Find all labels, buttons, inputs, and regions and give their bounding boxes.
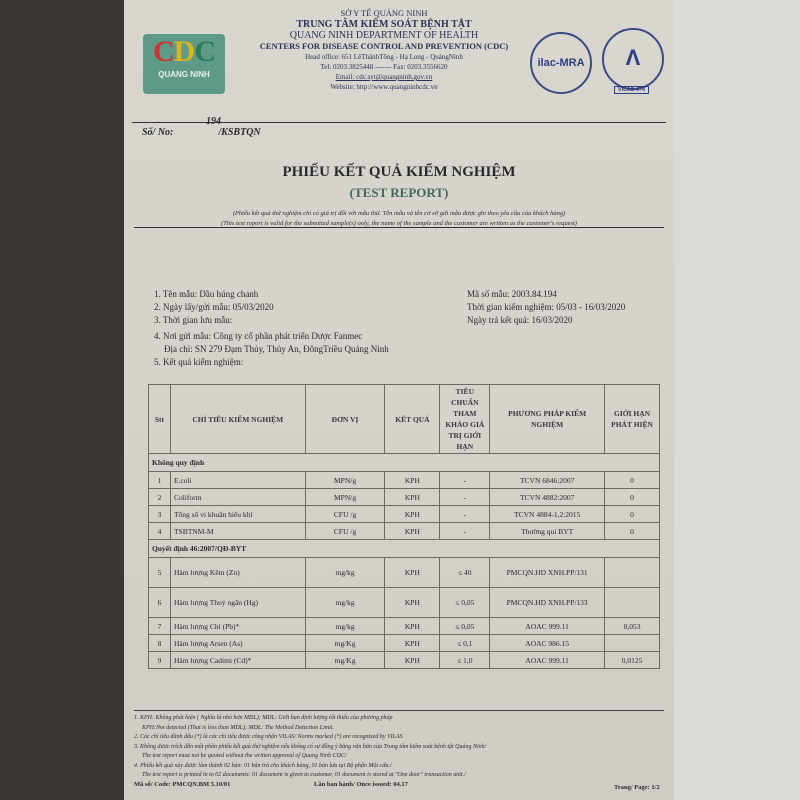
table-cell: Hàm lượng Thuỷ ngân (Hg) bbox=[170, 588, 305, 618]
section-title: Không quy định bbox=[149, 454, 660, 472]
footnote: 2. Các chỉ tiêu đánh dấu (*) là các chỉ tiêu được công nhận VILAS/ Norms marked (*) are recognized by VILAS bbox=[134, 734, 403, 740]
test-report-document bbox=[124, 0, 674, 800]
form-code: Mã số/ Code: PMCQN.BM 5.10/01 bbox=[134, 781, 231, 788]
column-header: CHỈ TIÊU KIỂM NGHIỆM bbox=[170, 385, 305, 454]
table-cell: PMCQN.HD XNH.PP/133 bbox=[490, 588, 605, 618]
table-cell: 0,053 bbox=[605, 618, 660, 635]
table-row bbox=[149, 523, 660, 540]
section-title: Quyết định 46:2007/QĐ-BYT bbox=[149, 540, 660, 558]
center-name-en: CENTERS FOR DISEASE CONTROL AND PREVENTION (CDC) bbox=[259, 41, 509, 51]
table-cell: TCVN 4882:2007 bbox=[490, 489, 605, 506]
disclaimer-vn: (Phiếu kết quả thử nghiệm chỉ có giá trị đối với mẫu thử. Tên mẫu và tên cơ sở gửi mẫu được ghi theo yêu cầu của khách hàng) bbox=[232, 210, 566, 217]
table-cell: AOAC 986.15 bbox=[490, 635, 605, 652]
footnote: 3. Không được trích dẫn một phần phiếu kết quả thử nghiệm nếu không có sự đồng ý bằng văn bản của Trung tâm kiểm soát bệnh tật Quảng Ninh/ bbox=[134, 743, 487, 750]
center-name-vn: TRUNG TÂM KIỂM SOÁT BỆNH TẬT bbox=[296, 19, 472, 30]
table-cell: 0 bbox=[605, 489, 660, 506]
table-row bbox=[149, 489, 660, 506]
page-title: PHIẾU KẾT QUẢ KIỂM NGHIỆM bbox=[282, 164, 516, 180]
table-cell: Thường qui BYT bbox=[490, 523, 605, 540]
table-cell: 7 bbox=[149, 618, 171, 635]
table-cell: MPN/g bbox=[305, 472, 385, 489]
table-cell: mg/kg bbox=[305, 588, 385, 618]
page-number: Trang/ Page: 1/2 bbox=[614, 784, 660, 791]
table-cell bbox=[605, 558, 660, 588]
ministry: SỞ Y TẾ QUẢNG NINH bbox=[340, 8, 428, 18]
section-row bbox=[149, 454, 660, 472]
table-cell: 0,0125 bbox=[605, 652, 660, 669]
table-row bbox=[149, 588, 660, 618]
sample-info: 1. Tên mẫu: Dầu húng chanh 2. Ngày lấy/gửi mẫu: 05/03/2020 3. Thời gian lưu mẫu: 4. Nơi gửi mẫu: Công ty cổ phần phát triển Dược Fanmec Địa chỉ: SN 279 Đạm Thủy, Thủy An, ĐôngTriều Quảng Ninh 5. Kết quả kiểm nghiệm: bbox=[154, 289, 389, 367]
footnote: The test report is printed in to 02 documents: 01 document is given to customer, 01 document is stored at "One door" transaction unit./ bbox=[142, 772, 466, 778]
table-row bbox=[149, 618, 660, 635]
website: Website: http://www.quangninhcdc.vn bbox=[330, 83, 438, 91]
table-cell: TCVN 4884-1,2:2015 bbox=[490, 506, 605, 523]
table-row bbox=[149, 652, 660, 669]
table-cell: 5 bbox=[149, 558, 171, 588]
table-cell: 1 bbox=[149, 472, 171, 489]
table-cell: Hàm lượng Cadimi (Cd)* bbox=[170, 652, 305, 669]
footnote: KPH:Not detected (That is less than MDL); MDL: The Method Detection Limit. bbox=[142, 724, 334, 731]
table-cell: 0 bbox=[605, 523, 660, 540]
table-cell: KPH bbox=[385, 618, 440, 635]
table-cell: mg/kg bbox=[305, 558, 385, 588]
ilac-mra-seal: ilac-MRA bbox=[530, 32, 592, 94]
column-header: GIỚI HẠN PHÁT HIỆN bbox=[605, 385, 660, 454]
table-row bbox=[149, 635, 660, 652]
table-cell: KPH bbox=[385, 489, 440, 506]
table-cell: 8 bbox=[149, 635, 171, 652]
table-cell bbox=[605, 635, 660, 652]
table-cell: mg/Kg bbox=[305, 635, 385, 652]
dept-en: QUANG NINH DEPARTMENT OF HEALTH bbox=[289, 30, 479, 41]
issue-number: Lần ban hành/ Once issued: 04.17 bbox=[314, 781, 408, 788]
table-cell: 0 bbox=[605, 506, 660, 523]
table-cell: KPH bbox=[385, 472, 440, 489]
table-cell: KPH bbox=[385, 652, 440, 669]
table-cell: TCVN 6846:2007 bbox=[490, 472, 605, 489]
report-no-label: Số/ No: /KSBTQN bbox=[142, 127, 261, 138]
column-header: PHƯƠNG PHÁP KIỂM NGHIỆM bbox=[490, 385, 605, 454]
table-cell: E.coli bbox=[170, 472, 305, 489]
table-cell: CFU /g bbox=[305, 523, 385, 540]
table-cell: Tổng số vi khuẩn hiếu khí bbox=[170, 506, 305, 523]
letterhead bbox=[244, 8, 524, 92]
address: Head office: 651 LêThánhTông - Hạ Long - QuảngNinh bbox=[305, 53, 463, 61]
table-cell: 2 bbox=[149, 489, 171, 506]
table-cell: KPH bbox=[385, 523, 440, 540]
cdc-logo: CDC QUANG NINH bbox=[143, 34, 225, 94]
phone: Tel: 0203.3825448 ------- Fax: 0203.3556620 bbox=[320, 63, 448, 71]
sample-meta: Mã số mẫu: 2003.84.194 Thời gian kiểm nghiệm: 05/03 - 16/03/2020 Ngày trả kết quả: 16/03/2020 bbox=[467, 289, 626, 325]
table-row bbox=[149, 506, 660, 523]
section-row bbox=[149, 540, 660, 558]
report-number: 194 bbox=[206, 116, 221, 127]
table-cell: TSBTNM-M bbox=[170, 523, 305, 540]
table-cell: KPH bbox=[385, 635, 440, 652]
table-cell: mg/kg bbox=[305, 618, 385, 635]
table-cell: ≤ 0,05 bbox=[440, 588, 490, 618]
table-cell: Hàm lượng Arsen (As) bbox=[170, 635, 305, 652]
results-table bbox=[148, 384, 660, 669]
table-cell: KPH bbox=[385, 506, 440, 523]
table-cell: - bbox=[440, 506, 490, 523]
table-cell: - bbox=[440, 523, 490, 540]
table-row bbox=[149, 558, 660, 588]
table-cell: 6 bbox=[149, 588, 171, 618]
table-cell: Hàm lượng Chì (Pb)* bbox=[170, 618, 305, 635]
column-header: TIÊU CHUẨN THAM KHẢO GIÁ TRỊ GIỚI HẠN bbox=[440, 385, 490, 454]
table-cell: ≤ 0,1 bbox=[440, 635, 490, 652]
table-cell: ≤ 0,05 bbox=[440, 618, 490, 635]
table-cell: 0 bbox=[605, 472, 660, 489]
table-cell: Hàm lượng Kẽm (Zn) bbox=[170, 558, 305, 588]
footnote: 1. KPH: Không phát hiện ( Nghĩa là nhỏ hơn MDL); MDL: Giới hạn định lượng tối thiểu của phương pháp bbox=[134, 715, 393, 721]
table-cell: ≤ 1,0 bbox=[440, 652, 490, 669]
vilas-seal-icon: Λ bbox=[602, 28, 664, 90]
table-cell: MPN/g bbox=[305, 489, 385, 506]
footnote: The test report must not be quoted without the written approval of Quang Ninh CDC/ bbox=[142, 753, 347, 759]
table-cell: 3 bbox=[149, 506, 171, 523]
table-cell: PMCQN.HD XNH.PP/131 bbox=[490, 558, 605, 588]
vilas-number: VILAS 474 bbox=[614, 86, 649, 94]
footnotes bbox=[134, 710, 664, 781]
page-subtitle: (TEST REPORT) bbox=[349, 185, 449, 200]
column-header: ĐƠN VỊ bbox=[305, 385, 385, 454]
table-cell: - bbox=[440, 489, 490, 506]
table-cell: CFU /g bbox=[305, 506, 385, 523]
table-cell: - bbox=[440, 472, 490, 489]
table-cell: mg/Kg bbox=[305, 652, 385, 669]
table-cell: AOAC 999.11 bbox=[490, 618, 605, 635]
table-cell bbox=[605, 588, 660, 618]
column-header: KẾT QUẢ bbox=[385, 385, 440, 454]
table-cell: KPH bbox=[385, 588, 440, 618]
table-cell: KPH bbox=[385, 558, 440, 588]
footnote: 4. Phiếu kết quả này được làm thành 02 bản: 01 bản trả cho khách hàng, 01 bản lưu tại Bộ phận Một cửa./ bbox=[134, 762, 392, 769]
table-cell: AOAC 999.11 bbox=[490, 652, 605, 669]
table-cell: 4 bbox=[149, 523, 171, 540]
table-cell: Coliform bbox=[170, 489, 305, 506]
column-header: Stt bbox=[149, 385, 171, 454]
table-cell: ≤ 40 bbox=[440, 558, 490, 588]
table-row bbox=[149, 472, 660, 489]
email: Email: cdc.syt@quangninh.gov.vn bbox=[335, 73, 433, 81]
table-cell: 9 bbox=[149, 652, 171, 669]
background-right bbox=[672, 0, 800, 800]
disclaimer-en: (This test report is valid for the submitted sample(s) only, the name of the sample and the customer are written as the customer's request) bbox=[134, 220, 664, 228]
